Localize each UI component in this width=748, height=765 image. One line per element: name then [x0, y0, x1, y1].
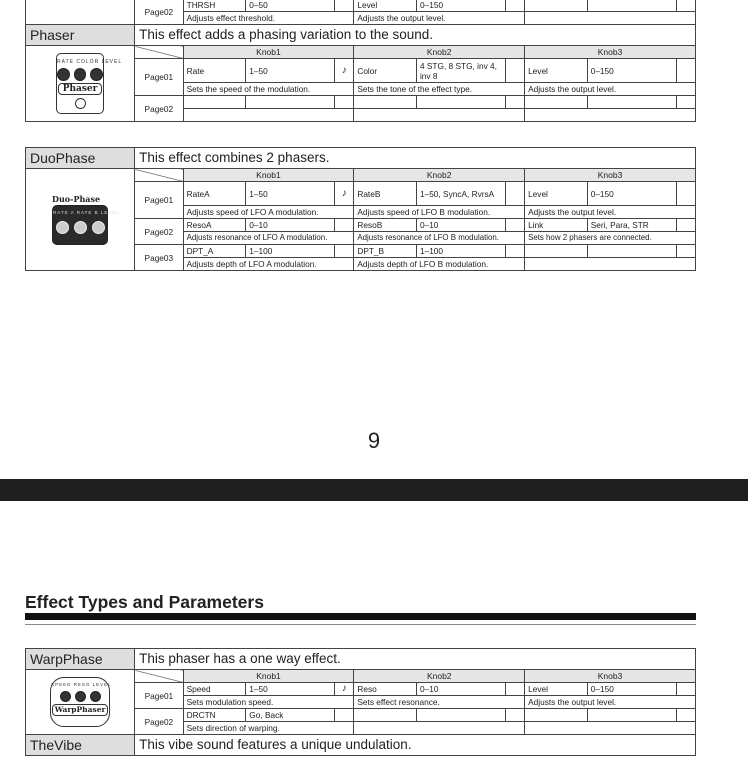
param-desc: Adjusts the output level. — [354, 12, 525, 25]
pedal-image — [26, 0, 135, 25]
param-name: Rate — [183, 59, 246, 83]
page-number: 9 — [367, 428, 381, 453]
knob3-header: Knob3 — [525, 46, 696, 59]
param-range: 0–150 — [587, 683, 676, 696]
param-name: RateA — [183, 182, 246, 206]
param-desc: Adjusts resonance of LFO B modulation. — [354, 232, 525, 245]
effect-description: This phaser has a one way effect. — [135, 649, 696, 670]
param-desc: Adjusts the output level. — [525, 83, 696, 96]
param-name: DPT_A — [183, 245, 246, 258]
param-desc: Sets how 2 phasers are connected. — [525, 232, 696, 245]
knob-icon — [75, 691, 86, 702]
param-range: 0–50 — [246, 0, 335, 12]
param-desc: Adjusts the output level. — [525, 696, 696, 709]
param-name: THRSH — [183, 0, 246, 12]
knob-icon — [90, 691, 101, 702]
page-label: Page01 — [135, 182, 183, 219]
page-label: Page02 — [135, 96, 183, 122]
effect-name: TheVibe — [26, 735, 135, 756]
param-range: 0–10 — [246, 219, 335, 232]
param-name: Reso — [354, 683, 417, 696]
pedal-name: Phaser — [58, 83, 103, 95]
knob-icon — [57, 68, 70, 81]
param-name: Color — [354, 59, 417, 83]
knob-icon — [60, 691, 71, 702]
param-desc: Sets effect resonance. — [354, 696, 525, 709]
param-desc: Adjusts speed of LFO B modulation. — [354, 206, 525, 219]
param-name: Level — [354, 0, 417, 12]
param-name: Link — [525, 219, 588, 232]
pedal-knob-labels: SPEED RESO LEVEL — [51, 682, 112, 687]
title-rule — [25, 613, 696, 620]
pedal-knob-labels: RATE A RATE B LEVEL — [53, 210, 120, 215]
param-range: Go, Back — [246, 709, 335, 722]
knob1-header: Knob1 — [183, 46, 354, 59]
knob3-header: Knob3 — [525, 169, 696, 182]
param-name: DRCTN — [183, 709, 246, 722]
tempo-sync-icon: ♪ — [335, 683, 354, 696]
param-desc: Sets modulation speed. — [183, 696, 354, 709]
param-range: 1–100 — [416, 245, 505, 258]
param-desc: Sets direction of warping. — [183, 722, 354, 735]
param-range: 1–100 — [246, 245, 335, 258]
phaser-table — [25, 24, 696, 122]
param-range: 0–10 — [416, 219, 505, 232]
param-name: DPT_B — [354, 245, 417, 258]
knob2-header: Knob2 — [354, 46, 525, 59]
footswitch-icon — [75, 98, 86, 109]
effect-description: This effect combines 2 phasers. — [135, 148, 696, 169]
header-corner — [135, 670, 184, 683]
param-desc: Adjusts depth of LFO A modulation. — [183, 258, 354, 271]
warpphase-pedal-image — [26, 670, 135, 735]
pedal-knob-labels: RATE COLOR LEVEL — [57, 59, 123, 65]
param-name: ResoA — [183, 219, 246, 232]
param-name: Level — [525, 683, 588, 696]
knob2-header: Knob2 — [354, 670, 525, 683]
tempo-sync-icon: ♪ — [335, 59, 354, 83]
param-range: 1–50 — [246, 182, 335, 206]
page-label: Page01 — [135, 59, 183, 96]
duophase-table — [25, 147, 696, 271]
page-label: Page02 — [135, 0, 184, 25]
param-name: Level — [525, 182, 588, 206]
param-range: 1–50 — [246, 683, 335, 696]
page-label: Page01 — [135, 683, 184, 709]
effect-description: This vibe sound features a unique undulation. — [135, 735, 696, 756]
param-range: 1–50 — [246, 59, 335, 83]
param-range: 0–150 — [587, 182, 676, 206]
param-range: 4 STG, 8 STG, inv 4, inv 8 — [416, 59, 505, 83]
param-name: Level — [525, 59, 588, 83]
phaser-pedal-image — [26, 46, 135, 122]
knob-icon — [74, 221, 87, 234]
effect-name: WarpPhase — [26, 649, 135, 670]
param-desc: Sets the speed of the modulation. — [183, 83, 354, 96]
warpphase-table — [25, 648, 696, 756]
knob1-header: Knob1 — [183, 670, 354, 683]
header-corner — [135, 46, 183, 59]
param-range: Seri, Para, STR — [587, 219, 676, 232]
param-desc: Adjusts the output level. — [525, 206, 696, 219]
effect-name: DuoPhase — [26, 148, 135, 169]
param-desc: Adjusts resonance of LFO A modulation. — [183, 232, 354, 245]
knob2-header: Knob2 — [354, 169, 525, 182]
param-desc: Sets the tone of the effect type. — [354, 83, 525, 96]
param-name: RateB — [354, 182, 417, 206]
page-label: Page02 — [135, 709, 184, 735]
pedal-name: Duo-Phase — [52, 194, 101, 204]
title-rule-thin — [25, 624, 696, 625]
knob-icon — [90, 68, 103, 81]
param-range: 0–150 — [417, 0, 506, 12]
param-desc: Adjusts effect threshold. — [183, 12, 354, 25]
param-name: ResoB — [354, 219, 417, 232]
prev-effect-table — [25, 0, 696, 25]
knob-icon — [74, 68, 87, 81]
param-desc: Adjusts speed of LFO A modulation. — [183, 206, 354, 219]
page-break-band — [0, 479, 748, 501]
effect-description: This effect adds a phasing variation to the sound. — [135, 25, 696, 46]
header-corner — [135, 169, 183, 182]
page-label: Page02 — [135, 219, 183, 245]
page-label: Page03 — [135, 245, 183, 271]
tempo-sync-icon: ♪ — [335, 182, 354, 206]
duophase-pedal-image — [26, 169, 135, 271]
param-range: 1–50, SyncA, RvrsA — [416, 182, 505, 206]
param-range: 0–150 — [587, 59, 676, 83]
knob-icon — [92, 221, 105, 234]
pedal-name: WarpPhaser — [52, 704, 109, 716]
param-range: 0–10 — [417, 683, 506, 696]
effect-name: Phaser — [26, 25, 135, 46]
knob3-header: Knob3 — [525, 670, 696, 683]
knob-icon — [56, 221, 69, 234]
section-title: Effect Types and Parameters — [25, 592, 264, 612]
param-desc: Adjusts depth of LFO B modulation. — [354, 258, 525, 271]
param-name: Speed — [183, 683, 246, 696]
knob1-header: Knob1 — [183, 169, 354, 182]
